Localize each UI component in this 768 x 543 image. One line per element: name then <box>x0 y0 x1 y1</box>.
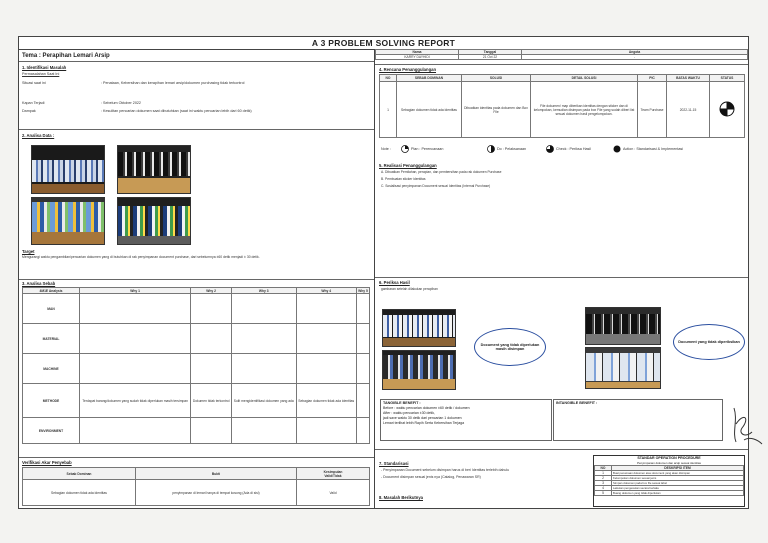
why-cell <box>231 294 296 324</box>
analisa-data-heading: 2. Analisa Data : <box>22 133 55 138</box>
sop-table <box>594 465 744 496</box>
why-row-material <box>23 324 370 354</box>
divider-right-3 <box>375 449 748 450</box>
identifikasi-sub: Permasalahan Saat Ini <box>22 72 60 76</box>
dampak-value: : Kesulitan pencarian dokumen saat dibutuhkan (saat ini waktu pencarian lebih dari 60 detik) <box>101 109 252 113</box>
why-col-3: Why 3 <box>231 288 296 294</box>
why-cell <box>296 418 356 444</box>
rencana-sebab: Sebagian dokumen tidak ada identitas <box>397 82 462 138</box>
do-pie-icon <box>487 145 495 153</box>
why-cell <box>80 294 191 324</box>
tangible-title: TANGIBLE BENEFIT : <box>383 401 421 405</box>
why-cell <box>80 324 191 354</box>
legend-do: Do : Pelaksanaan <box>497 147 527 151</box>
why-cell <box>231 354 296 384</box>
sop-row: Kelompokan dokumen sesuai jenis <box>612 476 744 481</box>
why-cat-material: MATERIAL <box>23 324 80 354</box>
legend-check: Check : Periksa Hasil <box>556 147 592 151</box>
verifikasi-table <box>22 467 370 506</box>
why-cell <box>296 324 356 354</box>
rencana-col-detail: DETAIL SOLUSI <box>531 75 638 82</box>
why-cell <box>80 354 191 384</box>
standarisasi-line-1: - Penyimpanan Document sebelum disimpan harus di beri Identitas terlebih dahulu <box>381 468 510 472</box>
rencana-col-sebab: SEBAB DOMINAN <box>397 75 462 82</box>
sop-no: 1 <box>595 471 612 476</box>
sop-row: Buat penamaan dokumen atau document yang akan disimpan <box>612 471 744 476</box>
intangible-title: INTANGIBLE BENEFIT : <box>556 401 598 405</box>
verif-valid-label: Valid/Tidak <box>324 473 342 478</box>
rencana-no: 1 <box>380 82 397 138</box>
before-photo-4 <box>117 197 191 245</box>
why-cat-environment: ENVIRONMENT <box>23 418 80 444</box>
target-text: Mengurangi waktu pengambilan/pencarian dokumen yang di butuhkan di rak penyimpanan document purchase, dari sebelumnya ±60 detik menjadi ± 30 detik. <box>22 255 260 259</box>
why-cat-man: MAN <box>23 294 80 324</box>
meta-anggota-label: Angota <box>522 50 748 55</box>
why-col-4: Why 4 <box>296 288 356 294</box>
why-cell <box>191 354 232 384</box>
periksa-heading: 6. Periksa Hasil <box>379 280 410 285</box>
meta-anggota-value: - <box>522 55 748 60</box>
meta-nama-label: Nama <box>376 50 459 55</box>
callout-right: Document yang tidak diperiksikan <box>673 324 745 360</box>
check-pie-icon <box>546 145 554 153</box>
divider-left-2 <box>19 129 374 130</box>
target-label: Target <box>22 249 35 254</box>
why-row-man <box>23 294 370 324</box>
tangible-line-2: After : waktu pencarian ±30 detik, <box>383 411 435 415</box>
rencana-solusi: Dibuatkan identitas pada dokumen dan Box File <box>462 82 531 138</box>
sop-title: STANDAR OPERATION PROCEDURE <box>637 456 701 460</box>
center-divider <box>374 49 375 509</box>
rencana-col-no: NO <box>380 75 397 82</box>
why-analysis-table <box>22 287 370 444</box>
why-cell <box>296 354 356 384</box>
after-photo-1 <box>382 309 456 347</box>
situasi-label: Situasi saat ini <box>22 81 46 85</box>
rencana-col-status: STATUS <box>710 75 745 82</box>
tangible-line-1: Before : waktu pencarian dokumen ±60 detik / dokumen <box>383 406 470 410</box>
rencana-col-pic: PIC <box>638 75 667 82</box>
before-photo-1 <box>31 145 105 194</box>
why-cell <box>296 294 356 324</box>
plan-pie-icon <box>401 145 409 153</box>
sop-row: Simpan dokumen pada box file sesuai label <box>612 481 744 486</box>
kapan-label: Kapan Terjadi <box>22 101 45 105</box>
kapan-value: : Sebelum Oktober 2022 <box>101 101 141 105</box>
verifikasi-heading: Verifikasi Akar Penyebab <box>22 460 72 465</box>
divider-left-1 <box>19 61 374 62</box>
divider-left-4 <box>19 457 374 458</box>
rencana-batas: 2022-11-15 <box>667 82 710 138</box>
why-cell <box>191 294 232 324</box>
after-photo-4 <box>585 347 661 389</box>
why-col-1: Why 1 <box>80 288 191 294</box>
why-cell <box>80 418 191 444</box>
tangible-line-3: jadi save waktu 30 detik dari pencarian 1 dokumen <box>383 416 462 420</box>
why-cell <box>356 324 369 354</box>
sop-row: Buang dokumen yang tidak diperlukan <box>612 491 744 496</box>
why-row-environment <box>23 418 370 444</box>
after-photo-2 <box>382 350 456 390</box>
why-col-5: Why 5 <box>358 288 368 293</box>
meta-tanggal-value: 21 Oct 22 <box>459 55 522 60</box>
rencana-table <box>379 74 745 138</box>
realisasi-item-b: B. Pembuatan sticker identitas <box>381 177 426 181</box>
before-photo-3 <box>31 197 105 245</box>
why-cell <box>231 324 296 354</box>
verif-sebab: Sebagian dokumen tidak ada identitas <box>23 480 136 506</box>
action-pie-icon <box>613 145 621 153</box>
dampak-label: Dampak <box>22 109 36 113</box>
why-cell <box>356 384 369 418</box>
after-photo-3 <box>585 307 661 345</box>
why-cell <box>356 294 369 324</box>
a3-report-sheet <box>18 36 749 509</box>
verif-kesimpulan-label: Kesimpulan <box>323 469 343 474</box>
why-row-methode <box>23 384 370 418</box>
intangible-benefit-box <box>553 399 723 441</box>
why-cell <box>191 418 232 444</box>
rencana-col-solusi: SOLUSI <box>462 75 531 82</box>
why-cell <box>356 354 369 384</box>
sop-no: 3 <box>595 481 612 486</box>
analisa-sebab-heading: 3. Analisa Sebab <box>22 281 56 286</box>
verif-bukti: penyimpanan di lemari hanya di tempat kosong (Ada di sisi) <box>136 480 297 506</box>
meta-nama-value: KARRY DAYHIDI <box>376 55 459 60</box>
verif-col-bukti: Bukti <box>136 468 297 480</box>
rencana-heading: 4. Rencana Penanggulangan <box>379 67 437 72</box>
divider-right-1 <box>375 64 748 65</box>
sop-box <box>593 455 745 507</box>
verifikasi-row <box>23 480 370 506</box>
verif-col-sebab: Sebab Dominan <box>23 468 136 480</box>
why-cat-methode: METHODE <box>23 384 80 418</box>
why-cat-machine: MACHINE <box>23 354 80 384</box>
why-col-2: Why 2 <box>191 288 232 294</box>
realisasi-heading: 5. Realisasi Penanggulangan <box>379 163 437 168</box>
legend-action: Action : Standarisasi & Implementasi <box>623 147 684 151</box>
rencana-row <box>380 82 745 138</box>
tangible-benefit-box <box>380 399 552 441</box>
verif-col-kesimpulan <box>297 468 370 480</box>
report-title: A 3 PROBLEM SOLVING REPORT <box>19 37 748 50</box>
pdca-status-icon <box>719 101 735 117</box>
rencana-pic: Team Purchase <box>638 82 667 138</box>
rencana-detail: File dokumen/ map diberikan identitas dengan sticker dan di kelompokan, kemudian disimpan pada box File yang sudah diberi list sesuai dokumen hasil pengelompokan. <box>531 82 638 138</box>
callout-left: Document yang tidak diperlukan masih disimpan <box>474 328 546 366</box>
rencana-status <box>710 82 745 138</box>
why-col-0: 4M1E Analysis <box>23 288 80 294</box>
sop-no: 5 <box>595 491 612 496</box>
why-cell: Terdapat barang/dokumen yang sudah tidak diperlukan masih tersimpan <box>80 384 191 418</box>
sop-col-desc: DESKRIPSI ITEM <box>612 466 744 471</box>
realisasi-item-a: A. Dibuatkan Pemilahan, perapian, dan pembersihan pada rak dokumen Purchase <box>381 170 502 174</box>
why-row-machine <box>23 354 370 384</box>
verif-kesimpulan: Valid <box>297 480 370 506</box>
legend-plan: Plan : Perencanaan <box>411 147 444 151</box>
why-cell: Dokumen tidak terkontrol <box>191 384 232 418</box>
realisasi-item-c: C. Sosialisasi penyimpanan Document sesuai Identitas (Internal Purchase) <box>381 184 491 188</box>
masalah-heading: 8. Masalah Berikutnya <box>379 495 423 500</box>
sop-subtitle: Penyimpanan dokumen dan arsip sesuai identitas <box>637 461 701 465</box>
sop-row: Lakukan pengecekan secara berkala <box>612 486 744 491</box>
divider-right-2 <box>375 277 748 278</box>
divider-left-3 <box>19 279 374 280</box>
signature-mark <box>724 398 766 452</box>
sop-no: 4 <box>595 486 612 491</box>
standarisasi-heading: 7. Standarisasi <box>379 461 409 466</box>
why-cell <box>356 418 369 444</box>
sop-col-no: NO <box>595 466 612 471</box>
meta-tanggal-label: Tanggal <box>459 50 522 55</box>
sop-no: 2 <box>595 476 612 481</box>
meta-table <box>375 49 748 60</box>
standarisasi-line-2: - Document disimpan sesuai jenis nya (Catalog, Penawaran SR) <box>381 475 481 479</box>
tangible-line-4: Lemari terlihat lebih Rapih Serta Kebersihan Terjaga <box>383 421 465 425</box>
why-cell <box>191 324 232 354</box>
periksa-sub: gambaran setelah dilakukan perapihan <box>381 287 438 291</box>
situasi-value: : Penataan, Kebersihan dan kerapihan lemari arsip/dokumen purchasing tidak terkontrol <box>101 81 245 85</box>
before-photo-2 <box>117 145 191 194</box>
why-cell: Sulit mengidentifikasi dokumen yang ada <box>231 384 296 418</box>
tema-label: Tema : Perapihan Lemari Arsip <box>22 53 110 59</box>
why-cell: Sebagian dokumen tidak ada identitas <box>296 384 356 418</box>
identifikasi-heading: 1. Identifikasi Masalah <box>22 65 67 70</box>
why-cell <box>231 418 296 444</box>
legend-note-label: Note : <box>381 147 391 151</box>
rencana-col-batas: BATAS WAKTU <box>667 75 710 82</box>
